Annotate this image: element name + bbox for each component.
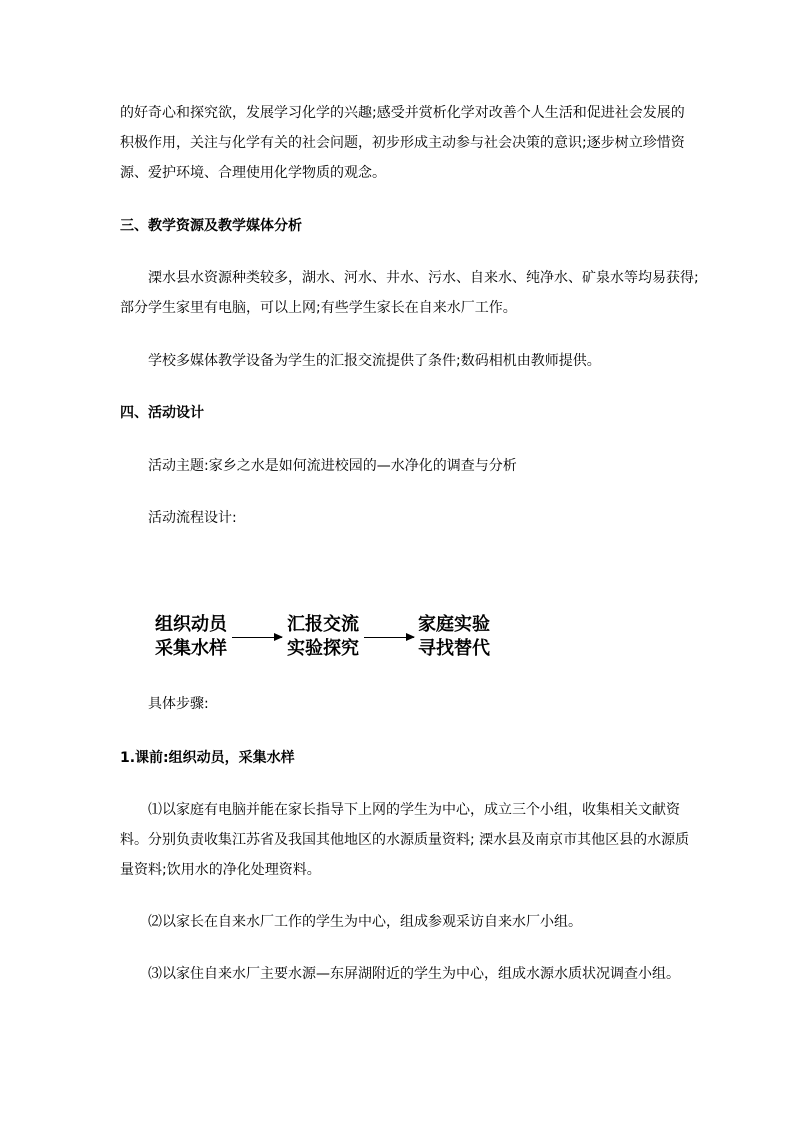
flow-step-2: [287, 613, 359, 661]
step-1-item-1-line-2: 料。分别负责收集江苏省及我国其他地区的水源质量资料; 溧水县及南京市其他区县的水源质: [120, 832, 690, 848]
activity-flow-diagram: [155, 613, 515, 665]
flow-step-3-line-2: 寻找替代: [418, 638, 490, 659]
step-1-item-1-line-3: 量资料;饮用水的净化处理资料。: [120, 862, 321, 878]
step-1-item-1-line-1: ⑴以家庭有电脑并能在家长指导下上网的学生为中心，成立三个小组，收集相关文献资: [148, 802, 680, 818]
flow-step-1-line-1: 组织动员: [155, 614, 227, 635]
section-3-para1-line-2: 部分学生家里有电脑，可以上网;有些学生家长在自来水厂工作。: [120, 300, 517, 316]
flow-step-1-line-2: 采集水样: [155, 638, 227, 659]
intro-line-2: 积极作用，关注与化学有关的社会问题，初步形成主动参与社会决策的意识;逐步树立珍惜资: [120, 135, 685, 151]
flow-step-2-line-2: 实验探究: [287, 638, 359, 659]
flow-design-label: 活动流程设计:: [148, 510, 237, 526]
flow-step-1: [155, 613, 227, 661]
step-1-item-3: ⑶以家住自来水厂主要水源—东屏湖附近的学生为中心，组成水源水质状况调查小组。: [148, 966, 680, 982]
flow-step-3-line-1: 家庭实验: [418, 614, 490, 635]
section-3-para1-line-1: 溧水县水资源种类较多，湖水、河水、井水、污水、自来水、纯净水、矿泉水等均易获得;: [148, 270, 699, 286]
section-4-heading: 四、活动设计: [120, 405, 204, 421]
section-3-para2: 学校多媒体教学设备为学生的汇报交流提供了条件;数码相机由教师提供。: [148, 353, 601, 369]
flow-step-3: [418, 613, 490, 661]
intro-line-1: 的好奇心和探究欲，发展学习化学的兴趣;感受并赏析化学对改善个人生活和促进社会发展的: [120, 105, 685, 121]
flow-step-2-line-1: 汇报交流: [287, 614, 359, 635]
step-1-item-2: ⑵以家长在自来水厂工作的学生为中心，组成参观采访自来水厂小组。: [148, 914, 582, 930]
intro-line-3: 源、爱护环境、合理使用化学物质的观念。: [120, 165, 386, 181]
steps-label: 具体步骤:: [148, 696, 209, 712]
section-3-heading: 三、教学资源及教学媒体分析: [120, 218, 302, 234]
flow-arrow-2: [364, 637, 414, 638]
step-1-heading: 1.课前:组织动员，采集水样: [120, 750, 295, 766]
flow-arrow-1: [232, 637, 282, 638]
activity-theme: 活动主题:家乡之水是如何流进校园的—水净化的调查与分析: [148, 458, 517, 474]
